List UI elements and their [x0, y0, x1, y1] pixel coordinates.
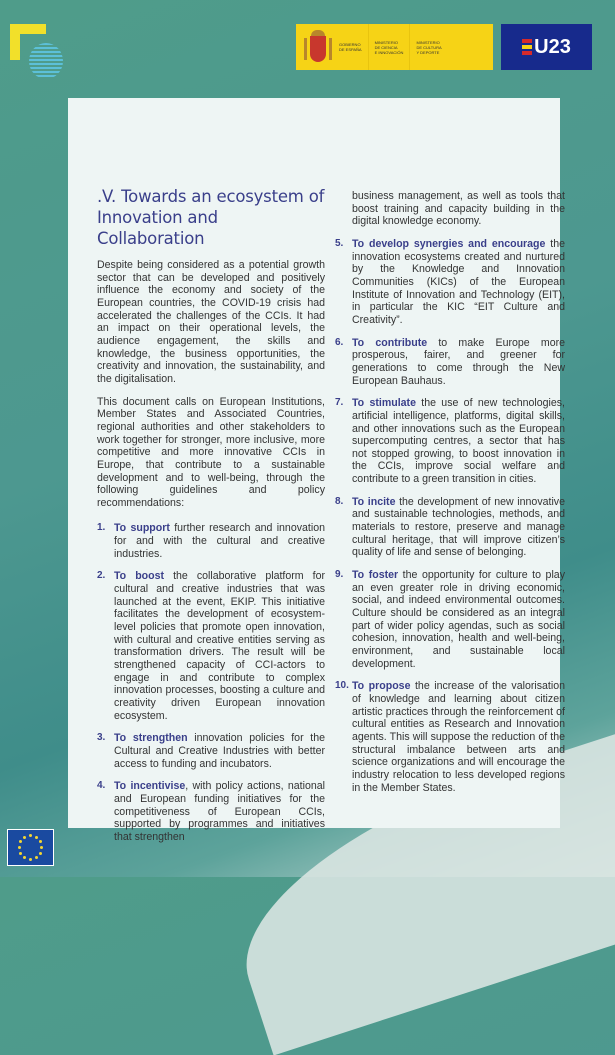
intro-paragraph-1: Despite being considered as a potential growth sector that can be developed and positively influence the economy and society of the European countries, the COVID-19 crisis had accelerated the challenges of the CCIs. It had an impact on their operational levels, the audience engagement, the skills and knowledge, the business opportunities, the creativity and innovation, the sustainability, and the digitalisation. [97, 259, 325, 385]
eu-flag-icon [7, 829, 54, 866]
gov-column-3: MINISTERIO DE CULTURA Y DEPORTE [409, 24, 447, 70]
recommendation-item: 5. To develop synergies and encourage the innovation ecosystems created and nurtured by the Knowledge and Innovation Communities (KICs) of the European Institute of Innovation and Technology (EIT), in particular the KIC “EIT Culture and Creativity”. [335, 237, 566, 326]
eu23-presidency-logo: U23 [501, 24, 592, 70]
recommendation-item: 1. To support further research and innovation for and with the cultural and creative industries. [97, 522, 325, 560]
recommendations-list-right [335, 238, 565, 794]
spanish-coat-of-arms-icon [303, 30, 333, 64]
recommendation-item: 3. To strengthen innovation policies for the Cultural and Creative Industries with better access to funding and incubators. [97, 732, 325, 770]
section-title: .V. Towards an ecosystem of Innovation and Collaboration [97, 187, 325, 248]
striped-circle-icon [29, 43, 63, 79]
right-column [335, 190, 566, 804]
recommendation-item: 8. To incite the development of new innovative and sustainable technologies, methods, and materials to restore, preserve and manage cultural heritage, that will improve citizen’s quality of life and sense of belonging. [335, 495, 565, 559]
intro-paragraph-2: This document calls on European Institutions, Member States and Associated Countries, regional authorities and other stakeholders to work together for stronger, more inclusive, more competitive and more innovative CCIs in Europe, that contribute to a sustainable development and to well-being, through the following guidelines and policy recommendations: [97, 395, 325, 509]
recommendations-list-left [97, 522, 325, 843]
recommendation-item: 4. To incentivise, with policy actions, national and European funding initiatives for the competitiveness of European CCIs, supported by programmes and initiatives that strengthen [97, 780, 325, 843]
recommendation-item: 10. To propose the increase of the valorisation of knowledge and learning about citizen artistic practices through the reinforcement of cultural entities as Research and Innovation agents. This will suppose the reduction of the structural imbalance between arts and science organizations and will encourage the industry relocation to less developed regions in the Member States. [335, 680, 565, 794]
spain-flag-bars-icon [522, 38, 532, 56]
recommendation-item: 7. To stimulate the use of new technologies, artificial intelligence, platforms, digital skills, and other innovations such as the European supercomputing centres, a sector that has not stopped growing, to boost innovation in the CCIs, improve social welfare and contribute to a green transition in cities. [335, 397, 565, 486]
spanish-government-logo [296, 24, 493, 70]
item-4-continuation: business management, as well as tools that boost training and capacity building in the digital knowledge economy. [352, 190, 565, 228]
gov-column-2: MINISTERIO DE CIENCIA E INNOVACIÓN [368, 24, 410, 70]
recommendation-item: 9. To foster the opportunity for culture to play an even greater role in driving economic, social, and indeed environmental outcomes. Culture should be considered as an integral part of wider policy agendas, such as social cohesion, innovation, health and well-being, environment, and sustainable local development. [335, 569, 565, 670]
gov-column-1: GOBIERNO DE ESPAÑA [339, 42, 362, 52]
recommendation-item: 6. To contribute to make Europe more prosperous, fairer, and greener for generations to come through the New European Bauhaus. [335, 336, 566, 387]
left-column [97, 186, 325, 854]
recommendation-item: 2. To boost the collaborative platform for cultural and creative industries that was launched at the event, EKIP. This initiative facilitates the development of ecosystem-level policies that promote open innovation, with cultural and creative entities serving as transformation drivers. The result will be strengthened capacity of CCI-actors to engage in and contribute to complex innovation processes, boosting a culture and creativity driven European innovation ecosystem. [97, 570, 326, 722]
